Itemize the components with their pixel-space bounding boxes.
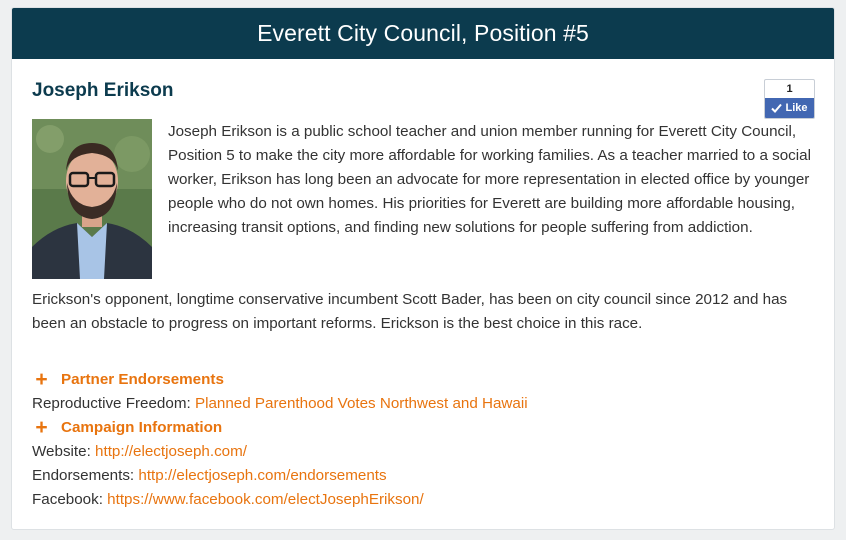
- website-link[interactable]: http://electjoseph.com/: [95, 443, 248, 460]
- plus-icon: +: [35, 416, 48, 439]
- endorsement-link[interactable]: Planned Parenthood Votes Northwest and Hawaii: [194, 395, 528, 412]
- endorsements-label: Endorsements:: [32, 467, 135, 484]
- like-label: Like: [785, 102, 808, 114]
- endorsements-link[interactable]: http://electjoseph.com/endorsements: [138, 467, 387, 484]
- facebook-label: Facebook:: [32, 491, 103, 508]
- opponent-summary: Erickson's opponent, longtime conservative incumbent Scott Bader, has been on city council since 2012 and has been an obstacle to progress on important reforms. Erickson is the best choice in this race.: [32, 291, 788, 332]
- candidate-bio: Joseph Erikson is a public school teacher and union member running for Everett City Council, Position 5 to make the city more affordable for working families. As a teacher married to a social worker, Erikson has long been an advocate for more representation in elected office by younger people who do not own homes. His priorities for Everett are building more affordable housing, increasing transit options, and finding new solutions for people suffering from addiction.: [168, 123, 811, 236]
- partner-endorsements-toggle[interactable]: [32, 368, 822, 392]
- candidate-card: [11, 7, 835, 530]
- endorsement-row: [32, 392, 822, 416]
- facebook-link[interactable]: https://www.facebook.com/electJosephErikson/: [107, 491, 424, 508]
- partner-endorsements-section: [32, 368, 822, 416]
- race-title: Everett City Council, Position #5: [257, 20, 589, 46]
- like-count: 1: [786, 83, 793, 95]
- partner-endorsements-title: Partner Endorsements: [61, 371, 224, 388]
- candidate-name: Joseph Erikson: [32, 80, 174, 101]
- like-button[interactable]: [765, 98, 814, 118]
- endorsement-label: Reproductive Freedom:: [32, 395, 191, 412]
- candidate-photo: [32, 119, 152, 279]
- facebook-row: [32, 488, 822, 512]
- website-row: [32, 440, 822, 464]
- campaign-information-section: [32, 416, 822, 512]
- race-header: [12, 8, 834, 59]
- campaign-information-toggle[interactable]: [32, 416, 822, 440]
- plus-icon: +: [35, 368, 48, 391]
- website-label: Website:: [32, 443, 91, 460]
- check-icon: [771, 103, 782, 113]
- campaign-information-title: Campaign Information: [61, 419, 223, 436]
- facebook-like-widget[interactable]: [764, 79, 815, 119]
- endorsements-row: [32, 464, 822, 488]
